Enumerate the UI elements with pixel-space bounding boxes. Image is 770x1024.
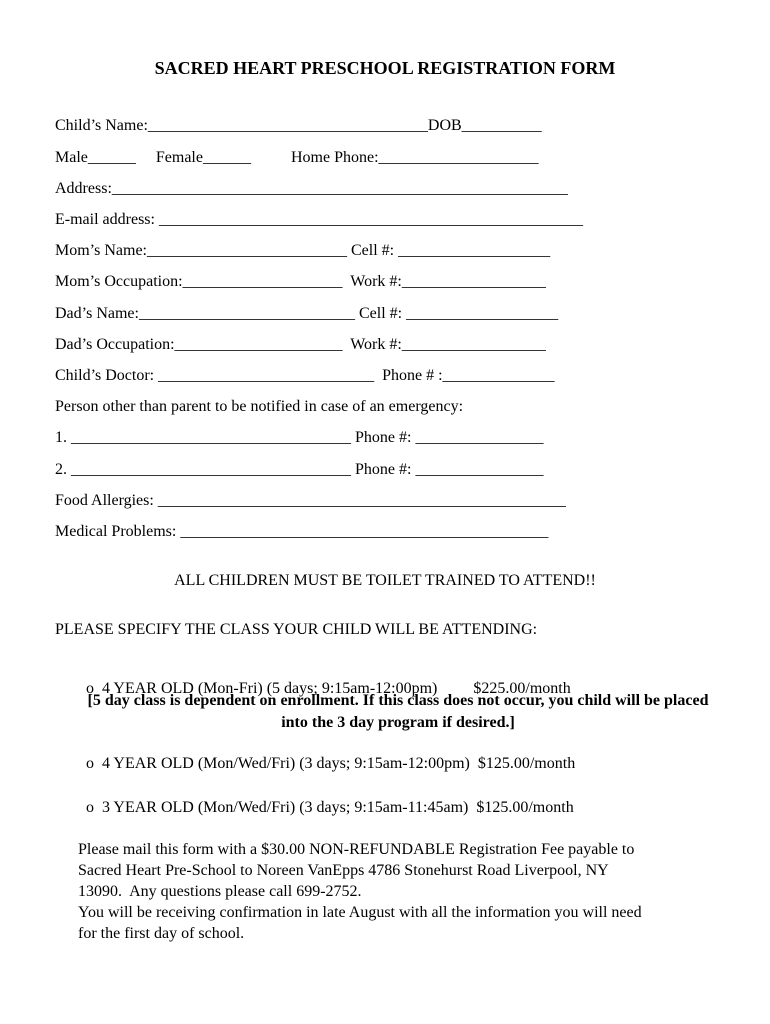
child-doctor-field[interactable]: Child’s Doctor: ___________________________ Phone # :______________: [55, 367, 555, 384]
checkbox-circle-icon[interactable]: o: [86, 680, 94, 697]
class-option-label: 3 YEAR OLD (Mon/Wed/Fri) (3 days; 9:15am-11:45am) $125.00/month: [102, 799, 574, 816]
medical-problems-field[interactable]: Medical Problems: ______________________________________________: [55, 523, 549, 540]
class-note: [5 day class is dependent on enrollment. If this class does not occur, you child will be placed into the 3 day program if desired.]: [87, 692, 709, 731]
email-field[interactable]: E-mail address: _____________________________________________________: [55, 211, 583, 228]
child-name-field[interactable]: Child’s Name:___________________________________DOB__________: [55, 117, 542, 134]
footer-line: for the first day of school.: [78, 925, 245, 942]
dad-name-field[interactable]: Dad’s Name:___________________________ Cell #: ___________________: [55, 305, 559, 322]
class-option-3[interactable]: [78, 781, 574, 817]
emergency-heading: Person other than parent to be notified in case of an emergency:: [55, 398, 464, 415]
class-option-label: 4 YEAR OLD (Mon/Wed/Fri) (3 days; 9:15am-12:00pm) $125.00/month: [102, 755, 576, 772]
footer-line: Please mail this form with a $30.00 NON-REFUNDABLE Registration Fee payable to: [78, 841, 635, 858]
form-title: SACRED HEART PRESCHOOL REGISTRATION FORM: [154, 58, 616, 78]
footer-line: You will be receiving confirmation in late August with all the information you will need: [78, 904, 642, 921]
checkbox-circle-icon[interactable]: o: [86, 755, 94, 772]
emergency-contact-1-field[interactable]: 1. ___________________________________ Phone #: ________________: [55, 429, 544, 446]
dad-occupation-field[interactable]: Dad’s Occupation:_____________________ Work #:__________________: [55, 336, 546, 353]
footer-line: 13090. Any questions please call 699-2752.: [78, 883, 362, 900]
checkbox-circle-icon[interactable]: o: [86, 799, 94, 816]
gender-phone-field[interactable]: Male______ Female______ Home Phone:____________________: [55, 149, 539, 166]
toilet-notice: ALL CHILDREN MUST BE TOILET TRAINED TO ATTEND!!: [174, 572, 596, 589]
mailing-instructions: [78, 839, 718, 944]
footer-line: Sacred Heart Pre-School to Noreen VanEpps 4786 Stonehurst Road Liverpool, NY: [78, 862, 609, 879]
class-option-label: 4 YEAR OLD (Mon-Fri) (5 days; 9:15am-12:00pm) $225.00/month: [102, 680, 571, 697]
food-allergies-field[interactable]: Food Allergies: ___________________________________________________: [55, 492, 566, 509]
emergency-contact-2-field[interactable]: 2. ___________________________________ Phone #: ________________: [55, 461, 544, 478]
class-heading: PLEASE SPECIFY THE CLASS YOUR CHILD WILL BE ATTENDING:: [55, 621, 538, 638]
address-field[interactable]: Address:_________________________________________________________: [55, 180, 568, 197]
mom-name-field[interactable]: Mom’s Name:_________________________ Cell #: ___________________: [55, 242, 551, 259]
class-option-2[interactable]: [78, 737, 575, 773]
mom-occupation-field[interactable]: Mom’s Occupation:____________________ Work #:__________________: [55, 273, 546, 290]
